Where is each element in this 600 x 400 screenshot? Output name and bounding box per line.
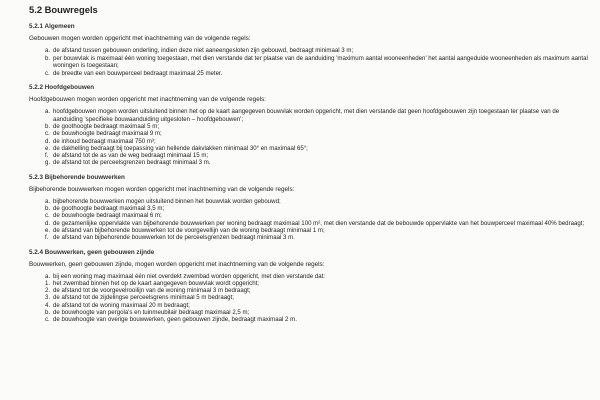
list-item (45, 234, 590, 241)
list-item (45, 287, 590, 294)
list-item (45, 108, 590, 123)
list-item (45, 212, 590, 219)
list-marker: a. (45, 197, 51, 205)
document-title: 5.2 Bouwregels (29, 4, 98, 15)
section-bouwwerken-geen-gebouwen (29, 249, 590, 324)
list-item-text: de afstand tot de woning maximaal 20 m bedraagt; (53, 301, 190, 309)
list-item-text: de bouwhoogte bedraagt maximaal 6 m; (53, 212, 162, 220)
rule-list (29, 273, 590, 324)
list-item (45, 70, 590, 78)
section-heading: 5.2.2 Hoofdgebouwen (29, 84, 95, 92)
rule-list (29, 47, 590, 77)
list-item (45, 159, 590, 166)
list-marker: 3. (45, 294, 51, 302)
section-heading: 5.2.1 Algemeen (29, 23, 75, 30)
list-item (45, 152, 590, 159)
section-bijbehorende-bouwwerken (29, 174, 590, 242)
section-heading: 5.2.3 Bijbehorende bouwwerken (29, 173, 125, 181)
list-item (45, 280, 590, 287)
list-item (45, 145, 590, 152)
list-marker: c. (45, 212, 50, 220)
list-item-text: de goothoogte bedraagt maximaal 5 m; (53, 122, 160, 130)
list-item-text: per bouwvlak is maximaal één woning toegestaan, met dien verstande dat ter plaatse van de aanduiding 'maximum aantal wooneenheden' het aantal aangeduide wooneenheden als maximum aantal woningen is toegestaan; (53, 54, 588, 70)
list-item (45, 198, 590, 205)
list-item (45, 47, 590, 55)
list-marker: b. (45, 309, 51, 317)
list-item (45, 316, 590, 323)
list-item (45, 123, 590, 130)
list-item-text: de afstand tussen gebouwen onderling, indien deze niet aaneengesloten zijn gebouwd, bedraagt minimaal 3 m; (53, 47, 354, 54)
list-item-text: de afstand tot de perceelsgrenzen bedraagt minimaal 3 m. (53, 159, 211, 167)
list-item (45, 205, 590, 212)
list-item-text: de goothoogte bedraagt maximaal 3,5 m; (53, 205, 165, 213)
list-item (45, 220, 590, 227)
list-marker: a. (45, 272, 51, 280)
list-marker: f. (45, 152, 49, 160)
rule-list (29, 198, 590, 242)
section-intro: Bouwwerken, geen gebouwen zijnde, mogen worden opgericht met inachtneming van de volgende regels: (29, 260, 325, 268)
list-item-text: de bouwhoogte van pergola's en tuinmeubilair bedraagt maximaal 2,5 m; (53, 309, 250, 317)
rule-list (29, 108, 590, 166)
list-item (45, 138, 590, 145)
list-item (45, 302, 590, 309)
section-intro: Gebouwen mogen worden opgericht met inachtneming van de volgende regels: (29, 35, 251, 42)
list-marker: e. (45, 226, 51, 234)
list-item-text: de gezamenlijke oppervlakte van bijbehorende bouwwerken per woning bedraagt maximaal 100 m², met dien verstande dat de bebouwde oppervlakte van het bouwperceel maximaal 40% bedraagt; (53, 219, 585, 227)
list-item (45, 227, 590, 234)
list-marker: b. (45, 54, 51, 62)
list-marker: e. (45, 144, 51, 152)
list-marker: c. (45, 316, 50, 324)
list-item (45, 273, 590, 280)
list-item-text: de dakhelling bedraagt bij toepassing van hellende dakvlakken minimaal 30° en maximaal 65°; (53, 144, 308, 152)
list-item (45, 294, 590, 301)
list-marker: 4. (45, 301, 51, 309)
list-item (45, 309, 590, 316)
list-item-text: de afstand tot de voorgevelrooilijn van de woning minimaal 3 m bedraagt; (53, 287, 251, 295)
list-marker: a. (45, 108, 51, 116)
list-marker: 2. (45, 287, 51, 295)
list-item-text: de bouwhoogte bedraagt maximaal 9 m; (53, 130, 162, 138)
list-marker: 1. (45, 279, 51, 287)
list-item-text: bijbehorende bouwwerken mogen uitsluitend binnen het bouwvlak worden gebouwd; (53, 197, 281, 205)
list-marker: d. (45, 219, 51, 227)
list-marker: c. (45, 130, 50, 138)
list-marker: f. (45, 234, 49, 242)
list-item-text: de afstand tot de as van de weg bedraagt minimaal 15 m; (53, 152, 209, 160)
list-item-text: de breedte van een bouwperceel bedraagt maximaal 25 meter. (53, 69, 223, 77)
section-algemeen (29, 23, 590, 77)
list-marker: b. (45, 205, 51, 213)
list-marker: d. (45, 137, 51, 145)
section-intro: Hoofdgebouwen mogen worden opgericht met inachtneming van de volgende regels: (29, 96, 266, 104)
list-marker: g. (45, 159, 51, 167)
section-hoofdgebouwen (29, 84, 590, 166)
list-item-text: bij een woning mag maximaal één niet overdekt zwembad worden opgericht, met dien verstande dat: (53, 272, 326, 280)
list-item-text: de afstand van bijbehorende bouwwerken tot de voorgevellijn van de woning bedraagt minimaal 1 m; (53, 226, 325, 234)
list-marker: b. (45, 122, 51, 130)
section-heading: 5.2.4 Bouwwerken, geen gebouwen zijnde (29, 248, 155, 256)
list-marker: a. (45, 47, 51, 54)
list-item-text: de bouwhoogte van overige bouwwerken, geen gebouwen zijnde, bedraagt maximaal 2 m. (53, 316, 297, 324)
list-marker: c. (45, 69, 50, 77)
list-item-text: de afstand van bijbehorende bouwwerken tot de perceelsgrenzen bedraagt minimaal 3 m. (53, 234, 295, 242)
list-item (45, 130, 590, 137)
list-item-text: het zwembad binnen het op de kaart aangegeven bouwvlak wordt opgericht; (53, 279, 259, 287)
list-item-text: hoofdgebouwen mogen worden uitsluitend binnen het op de kaart aangegeven bouwvlak worden opgericht, met dien verstande dat geen hoofdgebouwen zijn toegestaan ter plaatse van de aanduiding 'specifieke bouwaanduiding uitgesloten – hoofdgebouwen'; (53, 108, 560, 123)
list-item (45, 55, 590, 70)
list-item-text: de afstand tot de zijdelingse perceelsgrens minimaal 5 m bedraagt; (53, 294, 234, 302)
list-item-text: de inhoud bedraagt maximaal 750 m³; (53, 137, 156, 145)
section-intro: Bijbehorende bouwwerken mogen worden opgericht met inachtneming van de volgende regels: (29, 185, 295, 193)
